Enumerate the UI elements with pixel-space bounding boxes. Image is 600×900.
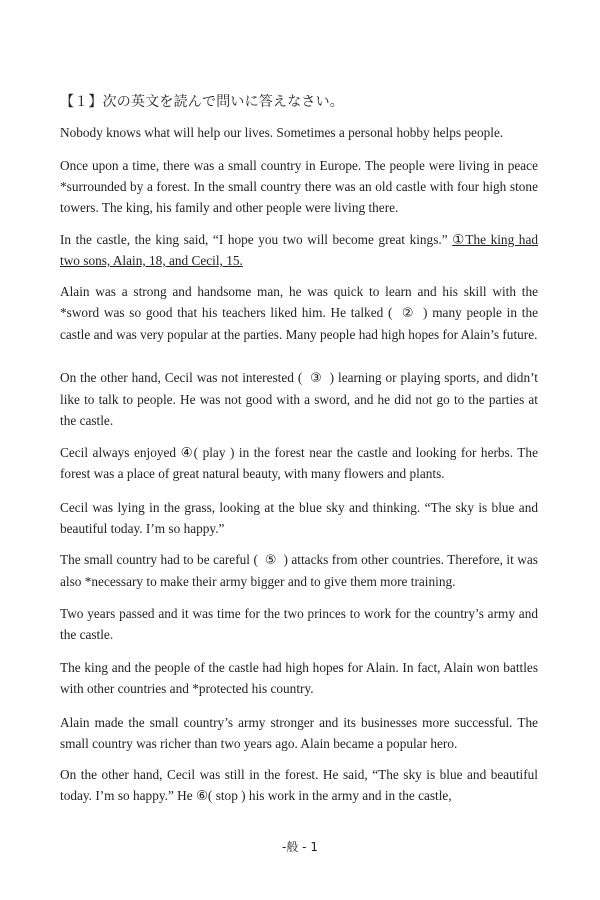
underlined-sentence-1: ①The king had two sons, Alain, 18, and Cecil, 15.	[60, 232, 538, 268]
paragraph-5-text-b: ) learning or playing sports, and didn’t like to talk to people. He was not good with a sword, and he did not go to the parties at the castle.	[60, 370, 538, 428]
blank-3: ③	[310, 371, 322, 386]
question-heading: 【１】次の英文を読んで問いに答えなさい。	[60, 94, 344, 110]
page-number: -般 - 1	[282, 840, 318, 854]
paragraph-4-text-b: ) many people in the castle and was very popular at the parties. Many people had high hopes for Alain’s future.	[60, 305, 539, 342]
paragraph-12	[60, 764, 538, 806]
paragraph-12-text-a: On the other hand, Cecil was still in the forest. He said, “The sky is blue and beautiful today. I’m so happy.” He	[60, 767, 538, 803]
paragraph-11	[60, 712, 538, 754]
paragraph-8	[60, 549, 538, 592]
paragraph-3-text: In the castle, the king said, “I hope you two will become great kings.”	[60, 232, 453, 247]
paragraph-8-text-b: ) attacks from other countries. Therefore, it was also *necessary to make their army bigger and to give them more training.	[60, 552, 538, 589]
paragraph-4-text-a: Alain was a strong and handsome man, he was quick to learn and his skill with the *sword was so good that his teachers liked him. He talked (	[60, 284, 538, 320]
verb-prompt-6: ⑥( stop )	[196, 788, 246, 803]
paragraph-8-text-a: The small country had to be careful (	[60, 552, 258, 567]
paragraph-9	[60, 603, 538, 645]
paragraph-7-text: Cecil was lying in the grass, looking at the blue sky and thinking. “The sky is blue and beautiful today. I’m so happy.”	[60, 500, 538, 536]
verb-prompt-4: ④( play )	[180, 445, 235, 460]
paragraph-10	[60, 657, 538, 699]
paragraph-6-text-a: Cecil always enjoyed	[60, 445, 181, 460]
paragraph-9-text: Two years passed and it was time for the two princes to work for the country’s army and the castle.	[60, 606, 538, 642]
paragraph-1	[60, 122, 538, 143]
paragraph-4	[60, 281, 538, 345]
paragraph-11-text: Alain made the small country’s army stronger and its businesses more successful. The small country was richer than two years ago. Alain became a popular hero.	[60, 715, 538, 751]
paragraph-5	[60, 367, 538, 431]
paragraph-12-text-b: his work in the army and in the castle,	[245, 788, 452, 803]
paragraph-7	[60, 497, 538, 539]
blank-5: ⑤	[264, 553, 277, 568]
blank-2: ②	[401, 306, 414, 321]
paragraph-6	[60, 442, 538, 484]
paragraph-10-text: The king and the people of the castle had high hopes for Alain. In fact, Alain won battles with other countries and *protected his country.	[60, 660, 538, 696]
paragraph-3	[60, 229, 538, 271]
paragraph-1-text: Nobody knows what will help our lives. Sometimes a personal hobby helps people.	[60, 125, 504, 140]
paragraph-2	[60, 155, 538, 218]
paragraph-5-text-a: On the other hand, Cecil was not interested (	[60, 370, 303, 385]
paragraph-2-text: Once upon a time, there was a small country in Europe. The people were living in peace *surrounded by a forest. In the small country there was an old castle with four high stone towers. The king, his family and other people were living there.	[60, 158, 538, 215]
paragraph-6-text-b: in the forest near the castle and looking for herbs. The forest was a place of great natural beauty, with many flowers and plants.	[60, 445, 538, 481]
